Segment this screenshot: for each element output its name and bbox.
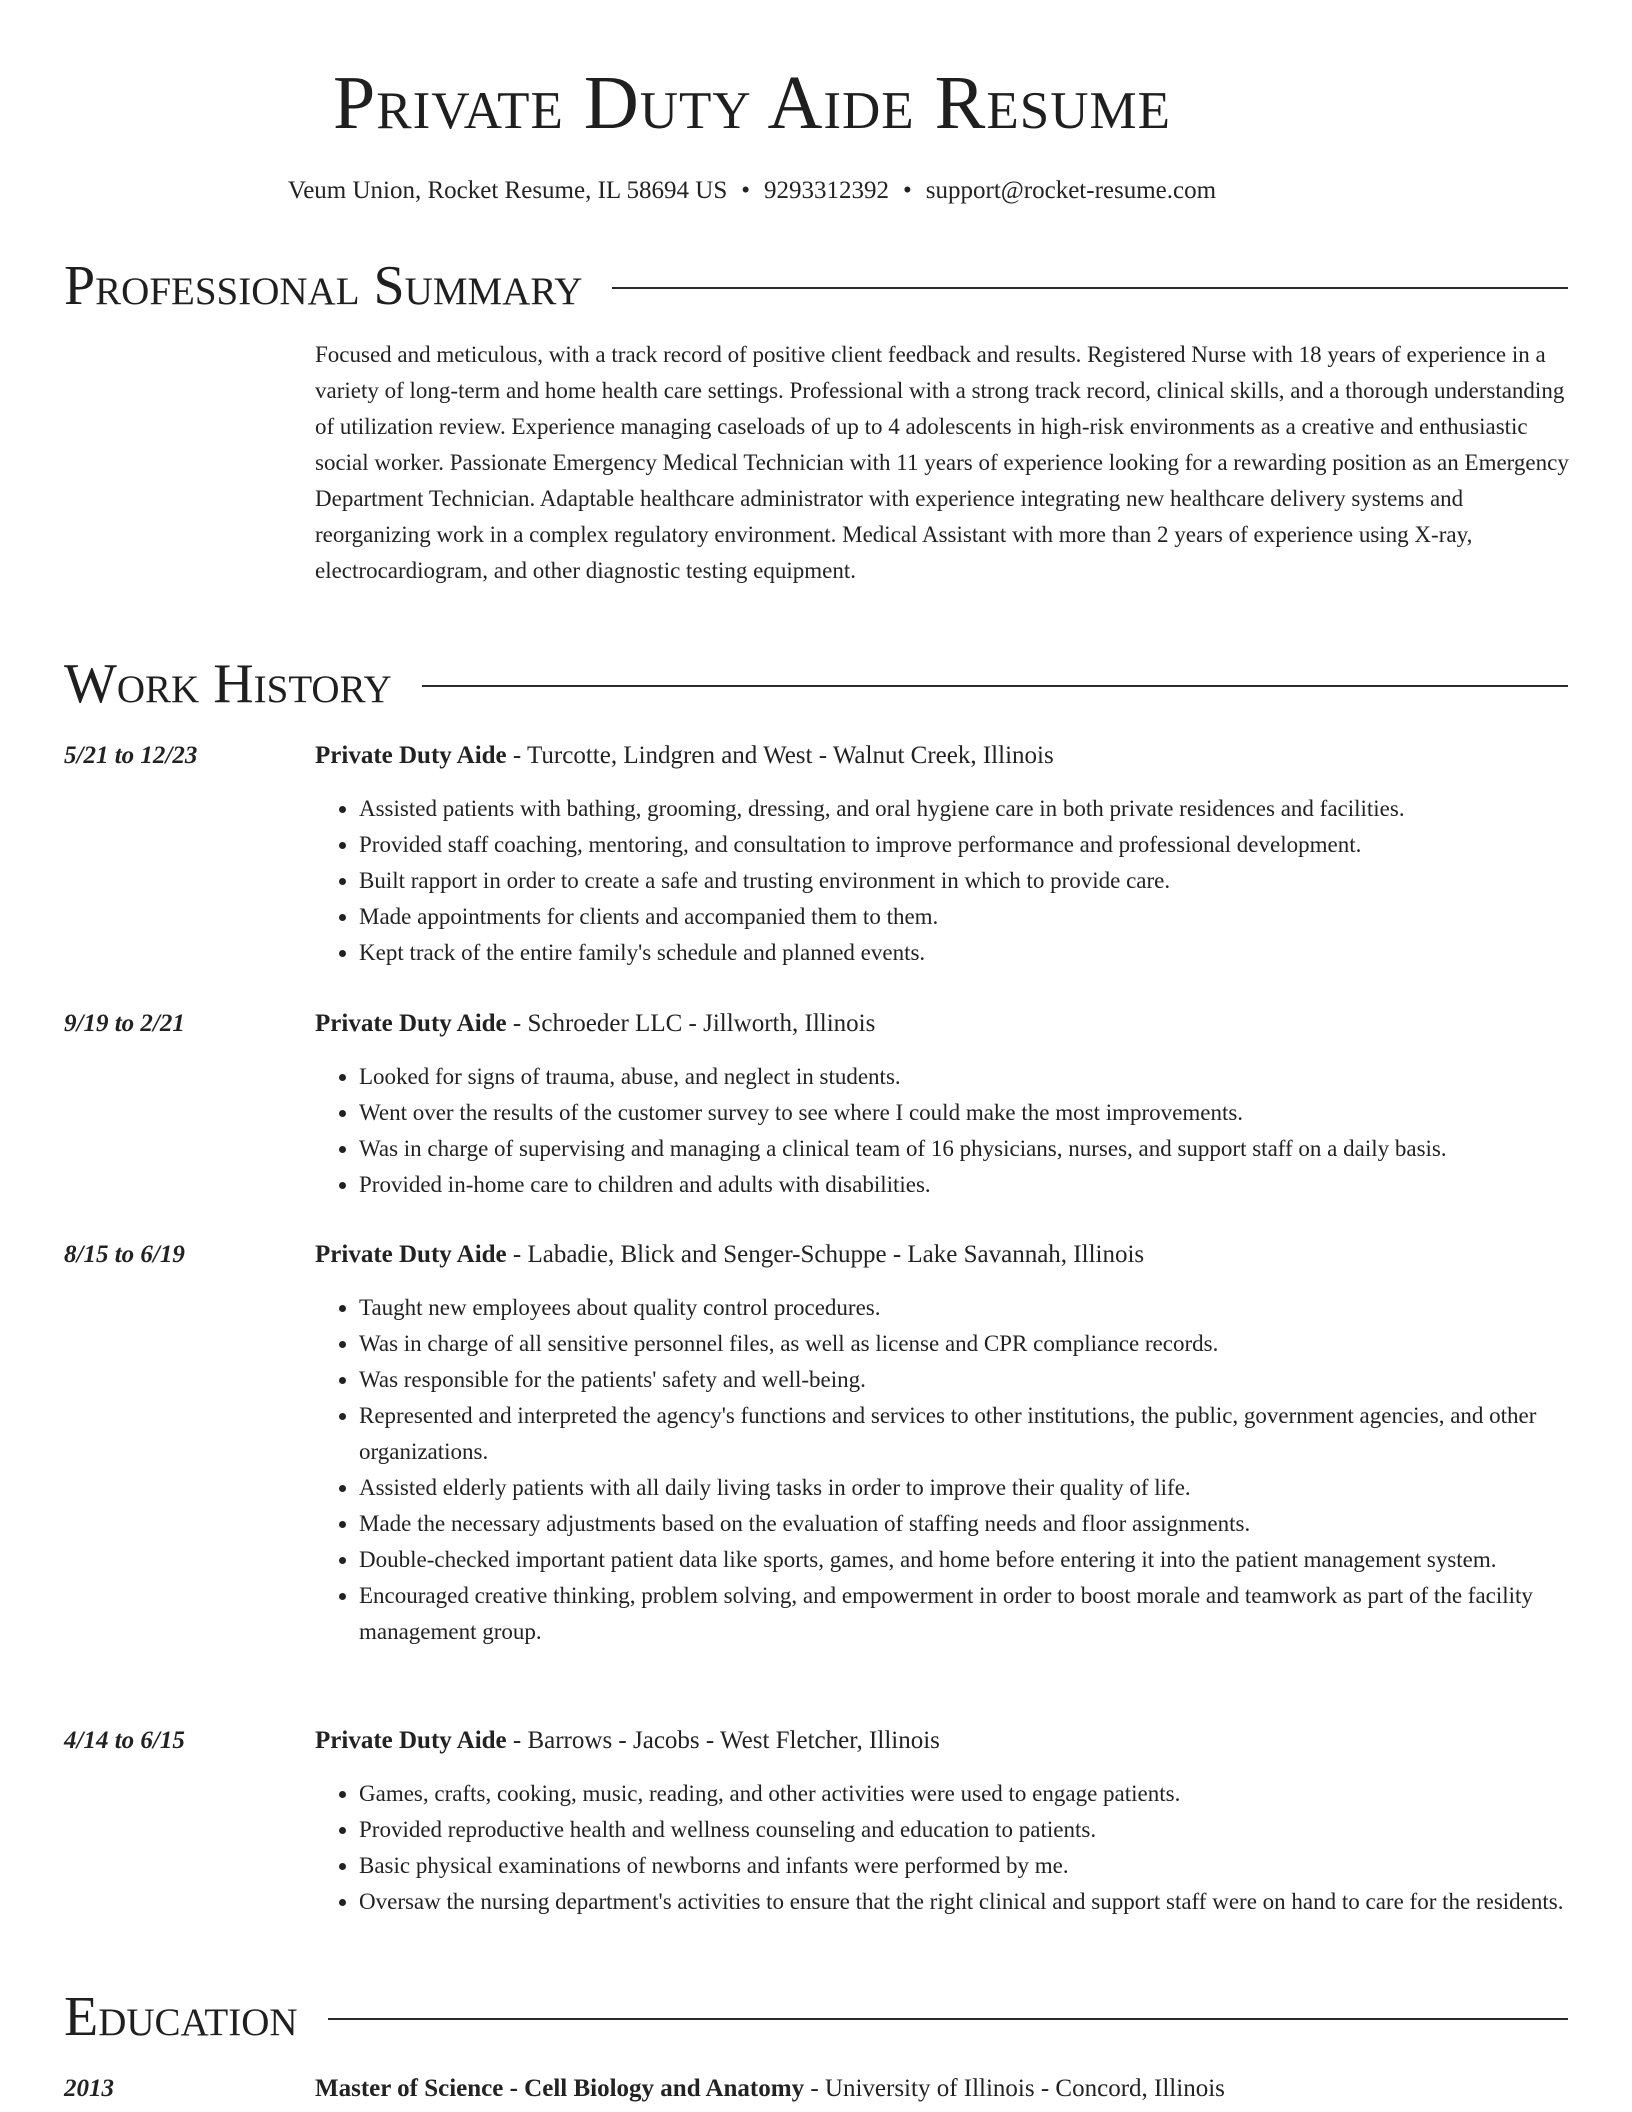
- job-bullet: • Oversaw the nursing department's activities to ensure that the right clinical and support staff were on hand to care for the residents.: [359, 1884, 1568, 1920]
- job-title: Private Duty Aide: [315, 1727, 507, 1754]
- job-heading: [315, 739, 1568, 773]
- job-bullet: • Built rapport in order to create a safe and trusting environment in which to provide care.: [359, 863, 1568, 899]
- job-bullet: • Games, crafts, cooking, music, reading, and other activities were used to engage patients.: [359, 1776, 1568, 1812]
- job-bullet: • Made the necessary adjustments based on the evaluation of staffing needs and floor assignments.: [359, 1506, 1568, 1542]
- job-bullet: • Provided in-home care to children and adults with disabilities.: [359, 1167, 1568, 1203]
- section-professional-summary: [64, 254, 1568, 318]
- contact-separator: •: [903, 177, 912, 204]
- job-bullet: • Made appointments for clients and accompanied them to them.: [359, 899, 1568, 935]
- job-bullet: • Was responsible for the patients' safety and well-being.: [359, 1362, 1568, 1398]
- contact-separator: •: [741, 177, 750, 204]
- job-details: - Labadie, Blick and Senger-Schuppe - Lake Savannah, Illinois: [506, 1241, 1145, 1268]
- job-details: - Barrows - Jacobs - West Fletcher, Illinois: [506, 1727, 940, 1754]
- job-bullets: [315, 791, 1568, 971]
- job-bullet: • Was in charge of supervising and managing a clinical team of 16 physicians, nurses, and support staff on a daily basis.: [359, 1131, 1568, 1167]
- contact-address: Veum Union, Rocket Resume, IL 58694 US: [287, 177, 728, 204]
- education-degree: Master of Science - Cell Biology and Anatomy: [315, 2075, 805, 2102]
- section-education: [64, 1985, 1568, 2049]
- section-title: Professional Summary: [64, 255, 583, 317]
- section-title: Work History: [64, 653, 392, 715]
- contact-phone: 9293312392: [764, 177, 889, 204]
- education-heading: [315, 2072, 1568, 2106]
- job-bullet: • Assisted elderly patients with all daily living tasks in order to improve their quality of life.: [359, 1470, 1568, 1506]
- job-bullets: [315, 1776, 1568, 1920]
- contact-line: [0, 174, 1568, 208]
- job-bullets: [315, 1290, 1568, 1650]
- section-work-history: [64, 652, 1568, 716]
- job-dates: 9/19 to 2/21: [64, 1010, 185, 1037]
- job-dates: 8/15 to 6/19: [64, 1241, 185, 1268]
- job-dates: 4/14 to 6/15: [64, 1727, 185, 1754]
- contact-email: support@rocket-resume.com: [925, 177, 1217, 204]
- job-bullets: [315, 1059, 1568, 1203]
- job-heading: [315, 1724, 1568, 1758]
- job-bullet: • Provided reproductive health and wellness counseling and education to patients.: [359, 1812, 1568, 1848]
- job-dates: 5/21 to 12/23: [64, 742, 198, 769]
- job-bullet: • Assisted patients with bathing, grooming, dressing, and oral hygiene care in both private residences and facilities.: [359, 791, 1568, 827]
- job-bullet: • Was in charge of all sensitive personnel files, as well as license and CPR compliance records.: [359, 1326, 1568, 1362]
- job-details: - Schroeder LLC - Jillworth, Illinois: [506, 1010, 876, 1037]
- job-bullet: • Went over the results of the customer survey to see where I could make the most improvements.: [359, 1095, 1568, 1131]
- education-details: - University of Illinois - Concord, Illinois: [804, 2075, 1225, 2102]
- section-title: Education: [64, 1986, 298, 2048]
- summary-text: Focused and meticulous, with a track record of positive client feedback and results. Registered Nurse with 18 years of experience in a variety of long-term and home health care settings. Professional with a strong track record, clinical skills, and a thorough understanding of utilization review. Experience managing caseloads of up to 4 adolescents in high-risk environments as a creative and enthusiastic social worker. Passionate Emergency Medical Technician with 11 years of experience looking for a rewarding position as an Emergency Department Technician. Adaptable healthcare administrator with experience integrating new healthcare delivery systems and reorganizing work in a complex regulatory environment. Medical Assistant with more than 2 years of experience using X-ray, electrocardiogram, and other diagnostic testing equipment.: [315, 342, 1569, 583]
- job-details: - Turcotte, Lindgren and West - Walnut Creek, Illinois: [506, 742, 1054, 769]
- job-title: Private Duty Aide: [315, 1241, 507, 1268]
- job-bullet: • Provided staff coaching, mentoring, and consultation to improve performance and professional development.: [359, 827, 1568, 863]
- job-bullet: • Encouraged creative thinking, problem solving, and empowerment in order to boost morale and teamwork as part of the facility management group.: [359, 1578, 1568, 1650]
- job-bullet: • Taught new employees about quality control procedures.: [359, 1290, 1568, 1326]
- section-divider: [328, 2018, 1568, 2020]
- section-divider: [612, 287, 1568, 289]
- section-divider: [422, 685, 1568, 687]
- job-bullet: • Kept track of the entire family's schedule and planned events.: [359, 935, 1568, 971]
- education-year: 2013: [64, 2075, 114, 2102]
- job-heading: [315, 1238, 1568, 1272]
- job-bullet: • Looked for signs of trauma, abuse, and neglect in students.: [359, 1059, 1568, 1095]
- resume-title: Private Duty Aide Resume: [333, 61, 1171, 145]
- job-bullet: • Represented and interpreted the agency's functions and services to other institutions, the public, government agencies, and other organizations.: [359, 1398, 1568, 1470]
- job-bullet: • Double-checked important patient data like sports, games, and home before entering it into the patient management system.: [359, 1542, 1568, 1578]
- job-title: Private Duty Aide: [315, 1010, 507, 1037]
- job-bullet: • Basic physical examinations of newborns and infants were performed by me.: [359, 1848, 1568, 1884]
- job-title: Private Duty Aide: [315, 742, 507, 769]
- job-heading: [315, 1007, 1568, 1041]
